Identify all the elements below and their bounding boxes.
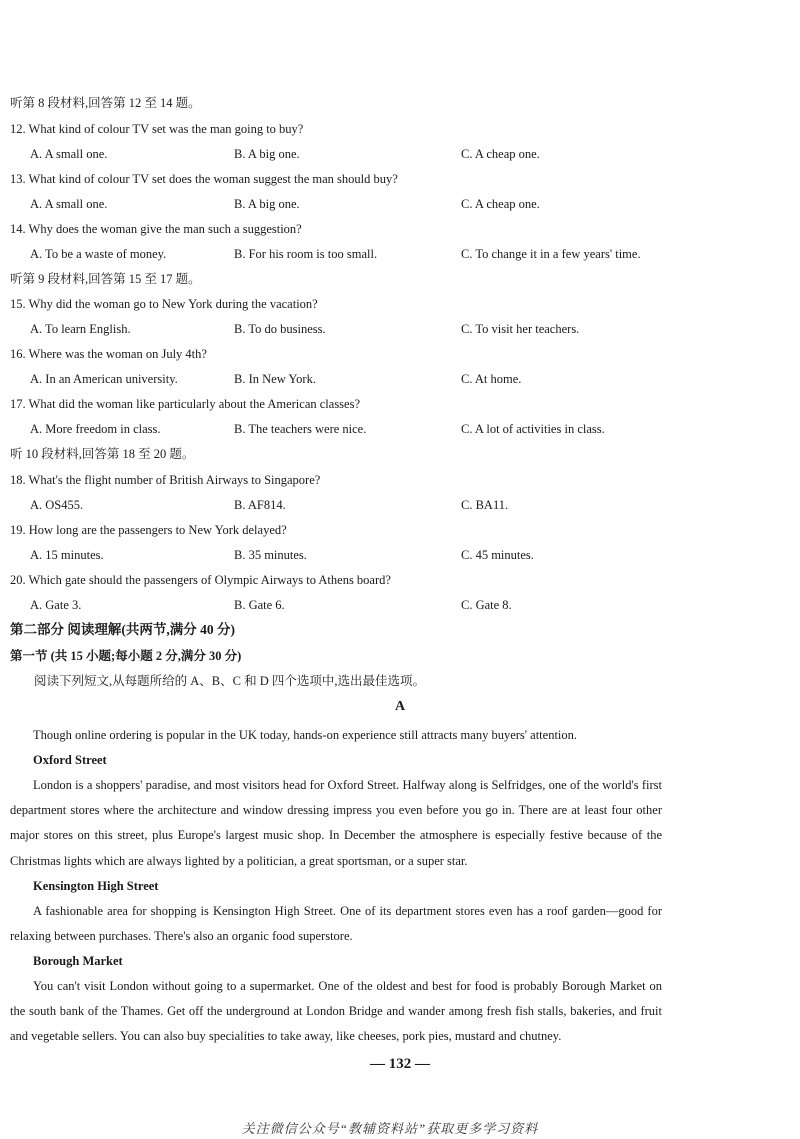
heading-borough-market: Borough Market [33, 954, 123, 968]
question-20: 20. Which gate should the passengers of Olympic Airways to Athens board? [10, 573, 391, 587]
paragraph-borough-market: You can't visit London without going to a supermarket. One of the oldest and best for food is probably Borough Market on the south bank of the Thames. Get off the underground at London Bridge and wander among fresh fish stalls, bakeries, and fruit and vegetable sellers. You can also buy specialities to take away, like cheeses, pork pies, mustard and chutney. [10, 979, 662, 1044]
part-two-title: 第二部分 阅读理解(共两节,满分 40 分) [10, 622, 235, 637]
q14-option-b: B. For his room is too small. [234, 247, 378, 261]
question-18: 18. What's the flight number of British Airways to Singapore? [10, 473, 321, 487]
q16-option-a: A. In an American university. [30, 372, 178, 386]
q18-option-b: B. AF814. [234, 498, 286, 512]
heading-kensington-high-street: Kensington High Street [33, 879, 159, 893]
q20-option-c: C. Gate 8. [461, 598, 512, 612]
q15-option-a: A. To learn English. [30, 322, 131, 336]
question-15: 15. Why did the woman go to New York during the vacation? [10, 297, 318, 311]
page-number: — 132 — [370, 1056, 430, 1072]
q13-option-c: C. A cheap one. [461, 197, 540, 211]
reading-instruction: 阅读下列短文,从每题所给的 A、B、C 和 D 四个选项中,选出最佳选项。 [34, 674, 425, 688]
listening-head-9: 听第 9 段材料,回答第 15 至 17 题。 [10, 272, 201, 286]
q14-option-c: C. To change it in a few years' time. [461, 247, 641, 261]
q14-option-a: A. To be a waste of money. [30, 247, 167, 261]
q15-option-c: C. To visit her teachers. [461, 322, 580, 336]
q12-option-b: B. A big one. [234, 147, 300, 161]
section-one-title: 第一节 (共 15 小题;每小题 2 分,满分 30 分) [10, 649, 242, 663]
q16-option-b: B. In New York. [234, 372, 316, 386]
q17-option-c: C. A lot of activities in class. [461, 422, 605, 436]
q16-option-c: C. At home. [461, 372, 522, 386]
q20-option-b: B. Gate 6. [234, 598, 285, 612]
q15-option-b: B. To do business. [234, 322, 326, 336]
listening-head-10: 听 10 段材料,回答第 18 至 20 题。 [10, 447, 195, 461]
footer-watermark: 关注微信公众号“教辅资料站”获取更多学习资料 [241, 1121, 539, 1136]
q19-option-a: A. 15 minutes. [30, 548, 104, 562]
question-14: 14. Why does the woman give the man such a suggestion? [10, 222, 302, 236]
q12-option-c: C. A cheap one. [461, 147, 540, 161]
q19-option-b: B. 35 minutes. [234, 548, 307, 562]
paragraph-oxford-street: London is a shoppers' paradise, and most visitors head for Oxford Street. Halfway along is Selfridges, one of the world's first department stores where the architecture and window dressing impress you even before you go in. There are at least four other major stores on this street, plus Europe's largest music shop. In December the atmosphere is especially festive because of the Christmas lights which are always lighted by a politician, a great sportsman, or a super star. [10, 778, 662, 868]
question-12: 12. What kind of colour TV set was the man going to buy? [10, 122, 304, 136]
q12-option-a: A. A small one. [30, 147, 108, 161]
passage-title: A [394, 699, 406, 714]
q18-option-c: C. BA11. [461, 498, 509, 512]
listening-head-8: 听第 8 段材料,回答第 12 至 14 题。 [10, 96, 201, 110]
question-17: 17. What did the woman like particularly about the American classes? [10, 397, 361, 411]
q18-option-a: A. OS455. [30, 498, 84, 512]
heading-oxford-street: Oxford Street [33, 753, 107, 767]
passage-intro: Though online ordering is popular in the UK today, hands-on experience still attracts many buyers' attention. [33, 728, 578, 742]
q17-option-b: B. The teachers were nice. [234, 422, 367, 436]
q13-option-b: B. A big one. [234, 197, 300, 211]
question-19: 19. How long are the passengers to New York delayed? [10, 523, 287, 537]
paragraph-kensington-high-street: A fashionable area for shopping is Kensington High Street. One of its department stores even has a roof garden—good for relaxing between purchases. There's also an organic food superstore. [10, 904, 662, 944]
q20-option-a: A. Gate 3. [30, 598, 82, 612]
q19-option-c: C. 45 minutes. [461, 548, 534, 562]
q13-option-a: A. A small one. [30, 197, 108, 211]
question-16: 16. Where was the woman on July 4th? [10, 347, 207, 361]
question-13: 13. What kind of colour TV set does the woman suggest the man should buy? [10, 172, 398, 186]
q17-option-a: A. More freedom in class. [30, 422, 161, 436]
